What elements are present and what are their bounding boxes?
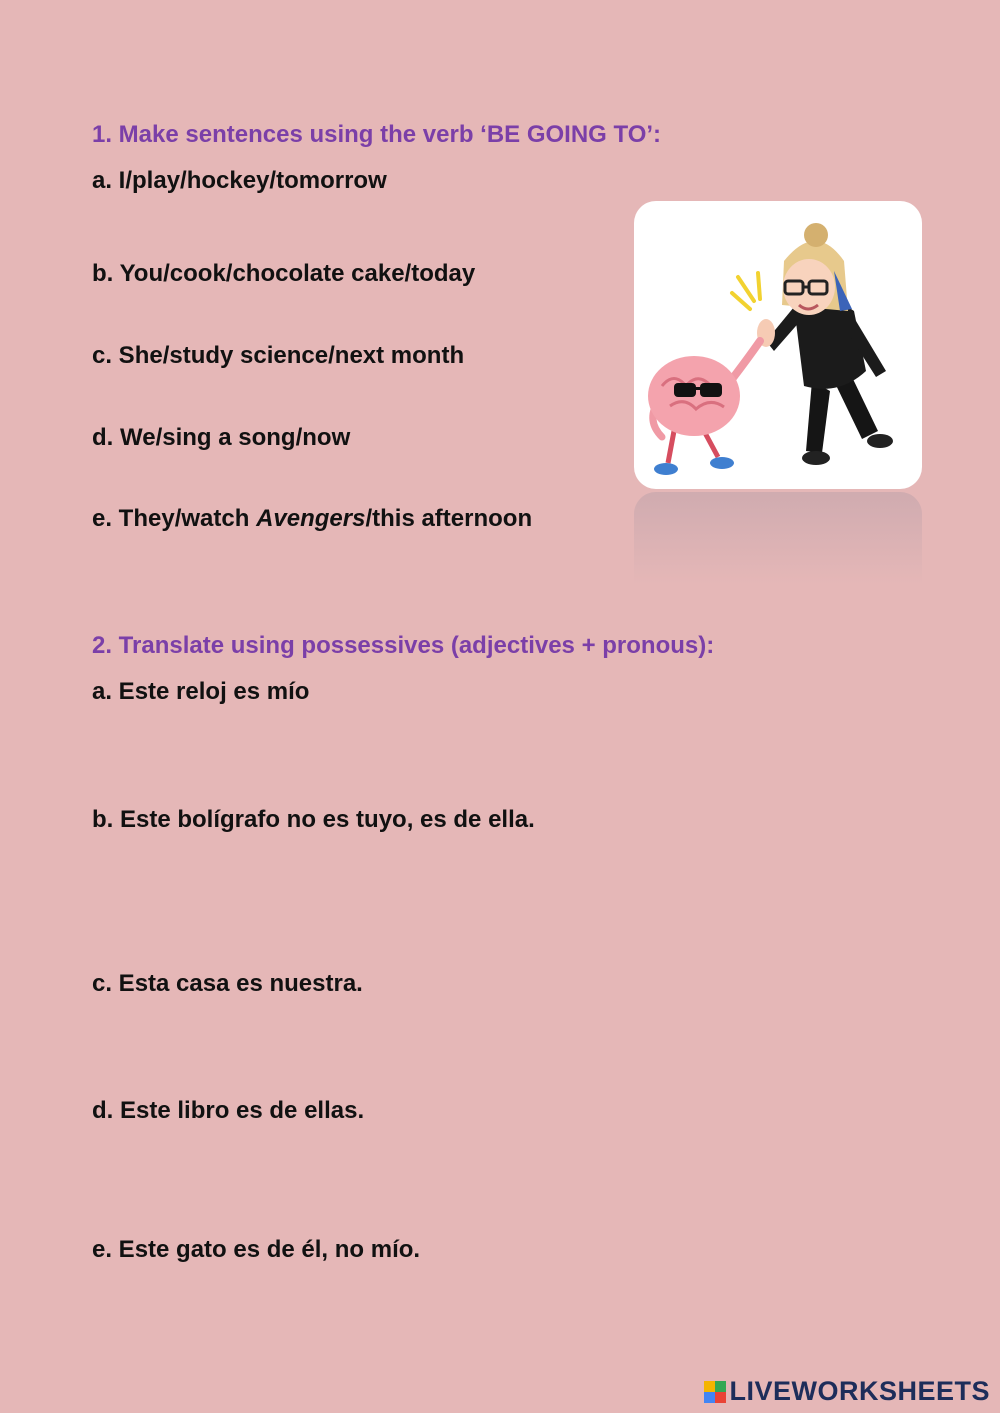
- brand-text: LIVEWORKSHEETS: [729, 1376, 990, 1406]
- illustration-card: [634, 201, 922, 489]
- section1-item-d: d. We/sing a song/now: [92, 424, 351, 451]
- section2-item-c: c. Esta casa es nuestra.: [92, 970, 363, 997]
- section2-item-e: e. Este gato es de él, no mío.: [92, 1236, 421, 1263]
- section2-item-a: a. Este reloj es mío: [92, 678, 310, 705]
- item-e-title: Avengers: [256, 505, 366, 532]
- liveworksheets-brand: [704, 1376, 990, 1407]
- item-e-prefix: e. They/watch: [92, 505, 257, 532]
- section2-item-d: d. Este libro es de ellas.: [92, 1097, 365, 1124]
- section2-heading: 2. Translate using possessives (adjectives + pronous):: [92, 632, 715, 659]
- section1-item-b: b. You/cook/chocolate cake/today: [92, 260, 476, 287]
- section1-item-a: a. I/play/hockey/tomorrow: [92, 167, 387, 194]
- item-e-suffix: /this afternoon: [365, 505, 533, 532]
- section1-heading: 1. Make sentences using the verb ‘BE GOING TO’:: [92, 121, 662, 148]
- section1-item-c: c. She/study science/next month: [92, 342, 465, 369]
- section2-item-b: b. Este bolígrafo no es tuyo, es de ella.: [92, 806, 535, 833]
- section1-item-e: [92, 505, 532, 533]
- brain-and-girl-high-five-icon: [634, 201, 922, 489]
- illustration-reflection: [634, 492, 922, 584]
- liveworksheets-logo-icon: [704, 1381, 726, 1403]
